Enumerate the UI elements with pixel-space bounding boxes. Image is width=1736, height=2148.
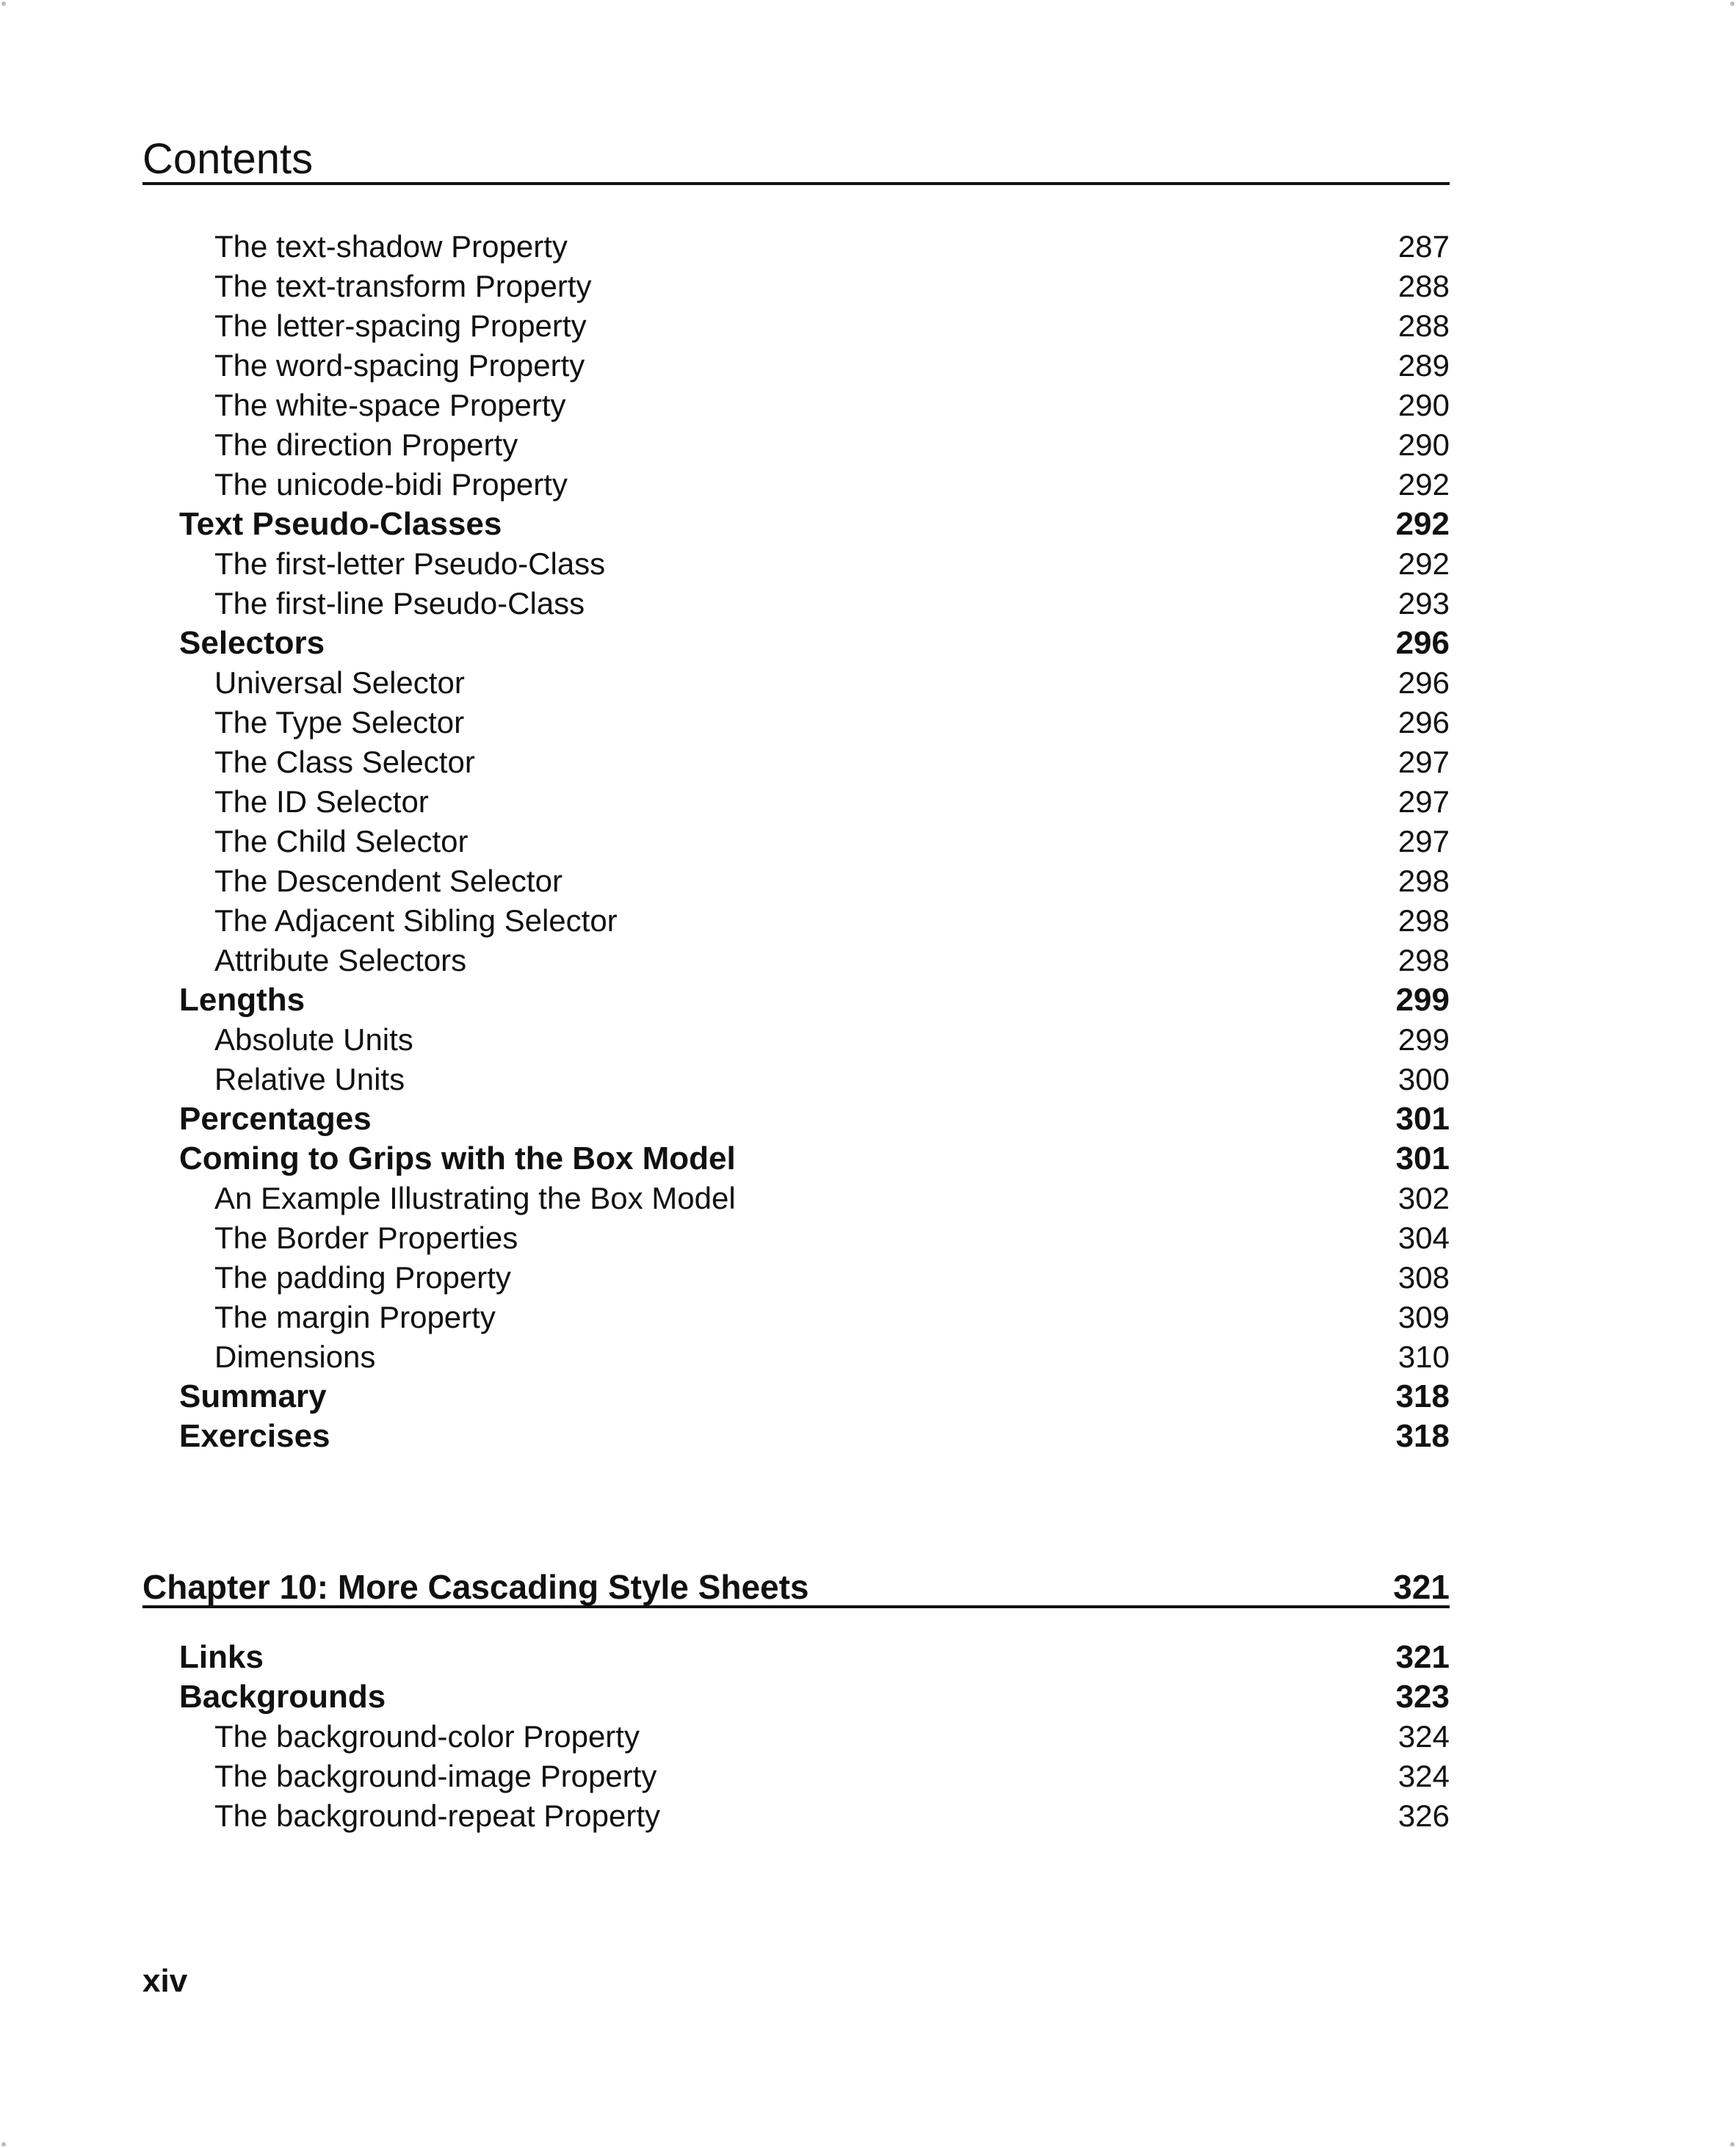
toc-subsection-entry [142, 267, 1450, 306]
toc-section-entry [142, 1099, 1450, 1139]
toc-subsection-entry [142, 822, 1450, 861]
toc-section-entry [142, 1677, 1450, 1717]
toc-entry-label: The direction Property [214, 427, 518, 462]
toc-entry-page-number: 288 [1397, 308, 1450, 343]
toc-entry-page-number: 288 [1397, 269, 1450, 303]
toc-subsection-entry [142, 703, 1450, 742]
toc-entry-label: An Example Illustrating the Box Model [214, 1181, 736, 1215]
toc-subsection-entry [142, 1060, 1450, 1099]
toc-entry-page-number: 290 [1397, 427, 1450, 462]
toc-entry-label: The Type Selector [214, 705, 465, 739]
toc-entry-label: The white-space Property [214, 388, 566, 422]
toc-entry-page-number: 324 [1397, 1759, 1450, 1793]
toc-entry-page-number: 304 [1397, 1221, 1450, 1255]
toc-section-entry [142, 1139, 1450, 1179]
toc-subsection-entry [142, 584, 1450, 623]
toc-entry-label: Percentages [179, 1101, 372, 1137]
toc-subsection-entry [142, 1218, 1450, 1258]
toc-entry-page-number: 298 [1397, 903, 1450, 938]
toc-entry-page-number: 297 [1397, 745, 1450, 779]
toc-subsection-entry [142, 1717, 1450, 1757]
toc-entry-label: Summary [179, 1378, 327, 1414]
toc-subsection-entry [142, 465, 1450, 505]
toc-list-section-two [142, 1638, 1450, 1836]
toc-entry-page-number: 300 [1397, 1062, 1450, 1096]
toc-subsection-entry [142, 227, 1450, 267]
page-title: Contents [142, 135, 314, 183]
toc-subsection-entry [142, 941, 1450, 980]
toc-subsection-entry [142, 742, 1450, 782]
toc-entry-label: The Class Selector [214, 745, 475, 779]
toc-entry-page-number: 296 [1397, 665, 1450, 700]
toc-entry-page-number: 292 [1397, 467, 1450, 502]
toc-entry-page-number: 296 [1395, 625, 1450, 661]
toc-entry-page-number: 301 [1395, 1101, 1450, 1137]
toc-section-entry [142, 623, 1450, 663]
toc-entry-label: Exercises [179, 1418, 330, 1454]
toc-entry-page-number: 297 [1397, 824, 1450, 858]
toc-entry-label: The Descendent Selector [214, 864, 563, 898]
toc-entry-label: The Child Selector [214, 824, 469, 858]
toc-subsection-entry [142, 346, 1450, 386]
toc-entry-page-number: 293 [1397, 586, 1450, 621]
toc-section-entry [142, 1377, 1450, 1417]
toc-entry-page-number: 324 [1397, 1719, 1450, 1754]
toc-entry-label: Universal Selector [214, 665, 465, 700]
toc-entry-page-number: 299 [1397, 1022, 1450, 1057]
toc-section-entry [142, 1417, 1450, 1456]
toc-entry-page-number: 326 [1397, 1798, 1450, 1833]
toc-entry-label: The first-line Pseudo-Class [214, 586, 585, 621]
crop-mark [1, 2142, 6, 2147]
toc-entry-label: Lengths [179, 982, 305, 1018]
toc-subsection-entry [142, 663, 1450, 703]
toc-entry-page-number: 302 [1397, 1181, 1450, 1215]
toc-entry-label: Coming to Grips with the Box Model [179, 1140, 736, 1176]
chapter-page-number: 321 [1393, 1568, 1450, 1606]
toc-subsection-entry [142, 1757, 1450, 1796]
toc-subsection-entry [142, 544, 1450, 584]
crop-mark [1, 1, 6, 6]
toc-subsection-entry [142, 1298, 1450, 1337]
toc-entry-page-number: 321 [1395, 1639, 1450, 1675]
toc-entry-label: The padding Property [214, 1260, 511, 1295]
toc-entry-page-number: 301 [1395, 1140, 1450, 1176]
toc-entry-label: The first-letter Pseudo-Class [214, 546, 606, 581]
toc-entry-page-number: 308 [1397, 1260, 1450, 1295]
toc-entry-label: The Adjacent Sibling Selector [214, 903, 618, 938]
toc-entry-label: The background-color Property [214, 1719, 640, 1754]
toc-entry-label: The text-transform Property [214, 269, 592, 303]
toc-entry-page-number: 296 [1397, 705, 1450, 739]
toc-entry-label: The ID Selector [214, 784, 429, 819]
toc-entry-page-number: 309 [1397, 1300, 1450, 1334]
toc-entry-page-number: 292 [1395, 506, 1450, 542]
toc-entry-label: The Border Properties [214, 1221, 518, 1255]
toc-entry-label: The margin Property [214, 1300, 496, 1334]
crop-mark [1730, 1, 1735, 6]
toc-subsection-entry [142, 306, 1450, 346]
toc-subsection-entry [142, 425, 1450, 465]
toc-entry-label: Dimensions [214, 1339, 376, 1374]
toc-entry-page-number: 289 [1397, 348, 1450, 383]
toc-subsection-entry [142, 386, 1450, 425]
toc-entry-label: Text Pseudo-Classes [179, 506, 502, 542]
toc-entry-page-number: 298 [1397, 943, 1450, 977]
toc-subsection-entry [142, 1258, 1450, 1298]
toc-entry-label: The letter-spacing Property [214, 308, 587, 343]
toc-entry-page-number: 318 [1395, 1418, 1450, 1454]
toc-subsection-entry [142, 861, 1450, 901]
crop-mark [1730, 2142, 1735, 2147]
toc-entry-page-number: 297 [1397, 784, 1450, 819]
toc-entry-label: Absolute Units [214, 1022, 413, 1057]
toc-subsection-entry [142, 901, 1450, 941]
toc-entry-label: The background-repeat Property [214, 1798, 661, 1833]
toc-section-entry [142, 980, 1450, 1020]
toc-list-section-one [142, 227, 1450, 1456]
toc-entry-page-number: 323 [1395, 1679, 1450, 1715]
toc-entry-page-number: 299 [1395, 982, 1450, 1018]
toc-entry-page-number: 290 [1397, 388, 1450, 422]
toc-entry-label: Relative Units [214, 1062, 405, 1096]
toc-entry-label: Selectors [179, 625, 325, 661]
toc-section-entry [142, 505, 1450, 544]
toc-entry-label: Backgrounds [179, 1679, 386, 1715]
toc-entry-page-number: 292 [1397, 546, 1450, 581]
toc-subsection-entry [142, 1337, 1450, 1377]
chapter-heading [142, 1563, 1450, 1608]
contents-header [142, 135, 1450, 185]
toc-subsection-entry [142, 1020, 1450, 1060]
toc-subsection-entry [142, 1796, 1450, 1836]
toc-entry-label: The background-image Property [214, 1759, 657, 1793]
toc-entry-page-number: 287 [1397, 229, 1450, 264]
toc-entry-label: Links [179, 1639, 264, 1675]
toc-entry-label: Attribute Selectors [214, 943, 467, 977]
toc-subsection-entry [142, 1179, 1450, 1218]
toc-section-entry [142, 1638, 1450, 1677]
toc-entry-page-number: 298 [1397, 864, 1450, 898]
toc-entry-label: The word-spacing Property [214, 348, 585, 383]
toc-subsection-entry [142, 782, 1450, 822]
toc-entry-page-number: 310 [1397, 1339, 1450, 1374]
chapter-title: Chapter 10: More Cascading Style Sheets [142, 1568, 809, 1606]
folio: xiv [142, 1963, 188, 1999]
toc-entry-label: The text-shadow Property [214, 229, 568, 264]
toc-entry-page-number: 318 [1395, 1378, 1450, 1414]
toc-entry-label: The unicode-bidi Property [214, 467, 568, 502]
